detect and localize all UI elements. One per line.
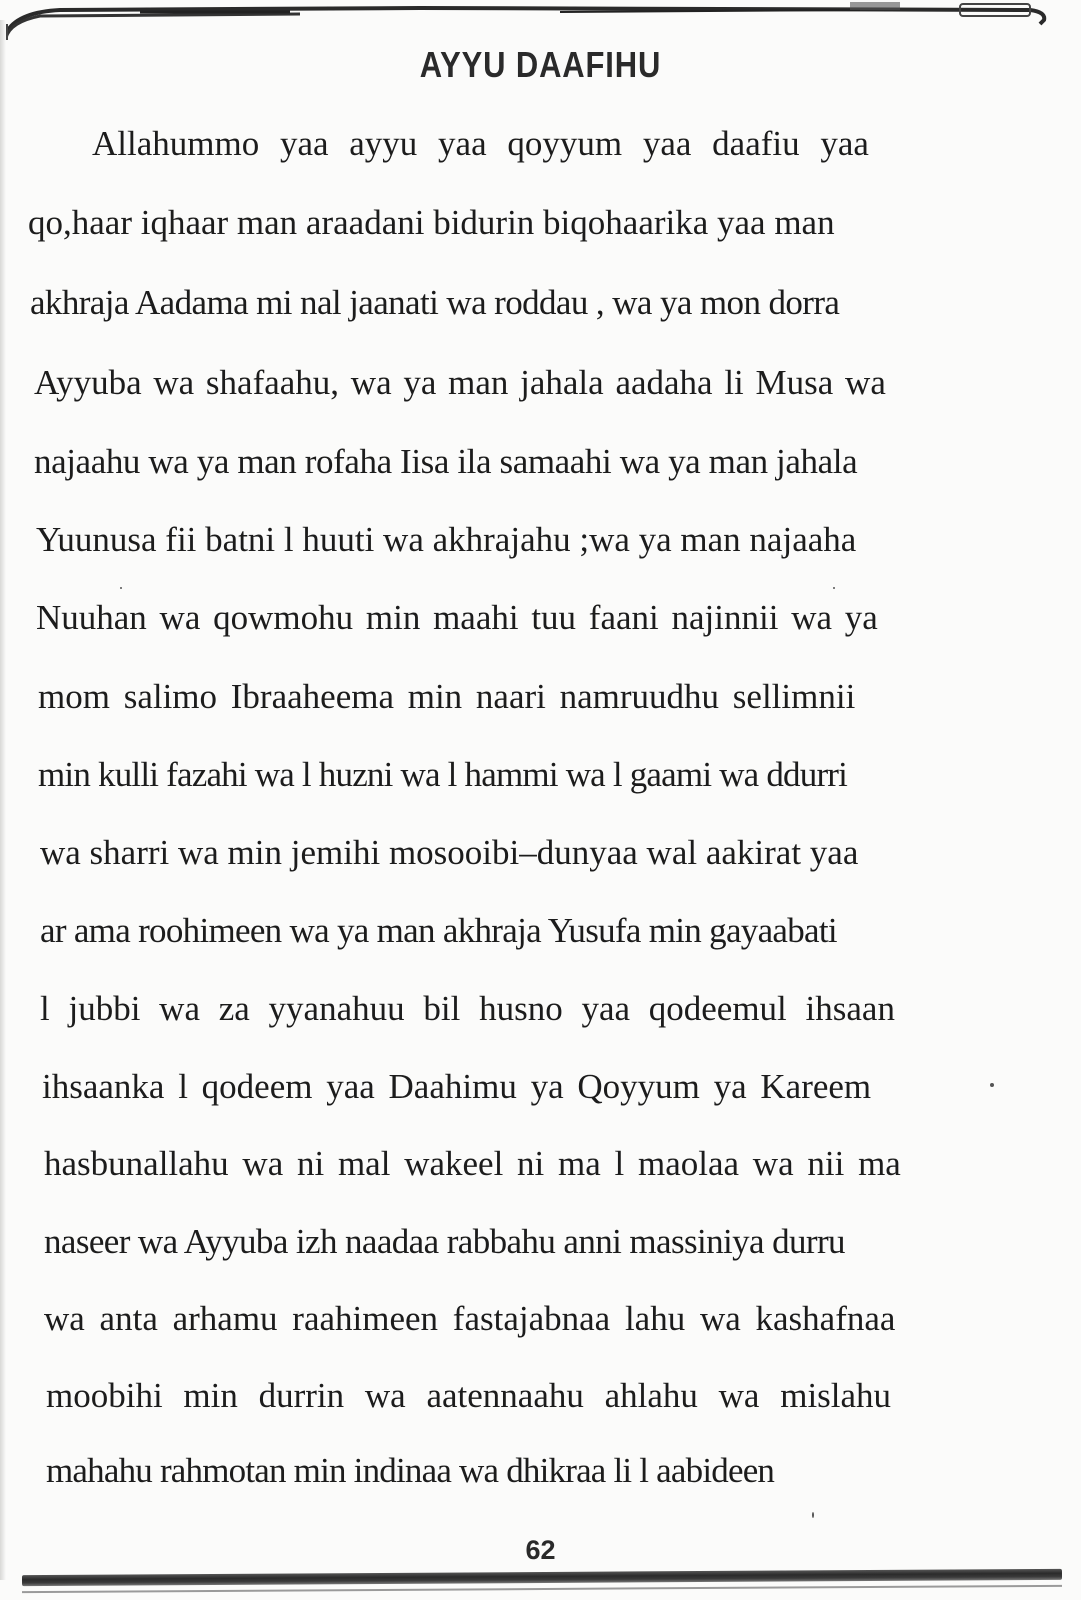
text-line: ar ama roohimeen wa ya man akhraja Yusufa min gayaabati xyxy=(40,911,837,950)
text-line: akhraja Aadama mi nal jaanati wa roddau , wa ya mon dorra xyxy=(30,283,840,322)
scan-speck xyxy=(812,1512,814,1518)
page-number: 62 xyxy=(525,1535,556,1565)
scan-speck xyxy=(120,587,122,589)
text-line: najaahu wa ya man rofaha Iisa ila samaahi wa ya man jahala xyxy=(34,442,858,481)
text-line: Nuuhan wa qowmohu min maahi tuu faani najinnii wa ya xyxy=(36,598,878,637)
text-line: l jubbi wa za yyanahuu bil husno yaa qodeemul ihsaan xyxy=(40,989,895,1028)
text-line: moobihi min durrin wa aatennaahu ahlahu wa mislahu xyxy=(46,1376,892,1415)
scan-speck xyxy=(990,1083,994,1087)
bottom-rule xyxy=(22,1569,1062,1586)
text-line: naseer wa Ayyuba izh naadaa rabbahu anni massiniya durru xyxy=(44,1222,845,1261)
page-title: AYYU DAAFIHU xyxy=(419,44,662,85)
text-line: Yuunusa fii batni l huuti wa akhrajahu ;wa ya man najaaha xyxy=(36,520,857,559)
page-edge-shadow xyxy=(0,20,6,1580)
text-line: qo,haar iqhaar man araadani bidurin biqohaarika yaa man xyxy=(28,203,835,242)
text-line: ihsaanka l qodeem yaa Daahimu ya Qoyyum ya Kareem xyxy=(42,1067,872,1106)
text-line: Allahummo yaa ayyu yaa qoyyum yaa daafiu yaa xyxy=(92,124,869,163)
text-line: wa anta arhamu raahimeen fastajabnaa lahu wa kashafnaa xyxy=(44,1299,896,1338)
scan-speck xyxy=(833,587,835,589)
text-line: mahahu rahmotan min indinaa wa dhikraa li l aabideen xyxy=(46,1451,775,1490)
text-line: min kulli fazahi wa l huzni wa l hammi wa l gaami wa ddurri xyxy=(38,755,848,794)
decorative-top-border xyxy=(0,0,1081,40)
text-line: mom salimo Ibraaheema min naari namruudhu sellimnii xyxy=(38,677,856,716)
text-line: wa sharri wa min jemihi mosooibi–dunyaa wal aakirat yaa xyxy=(40,833,859,872)
bottom-rule-thin xyxy=(22,1585,1062,1593)
text-line: Ayyuba wa shafaahu, wa ya man jahala aadaha li Musa wa xyxy=(34,363,886,402)
text-line: hasbunallahu wa ni mal wakeel ni ma l maolaa wa nii ma xyxy=(44,1144,901,1183)
